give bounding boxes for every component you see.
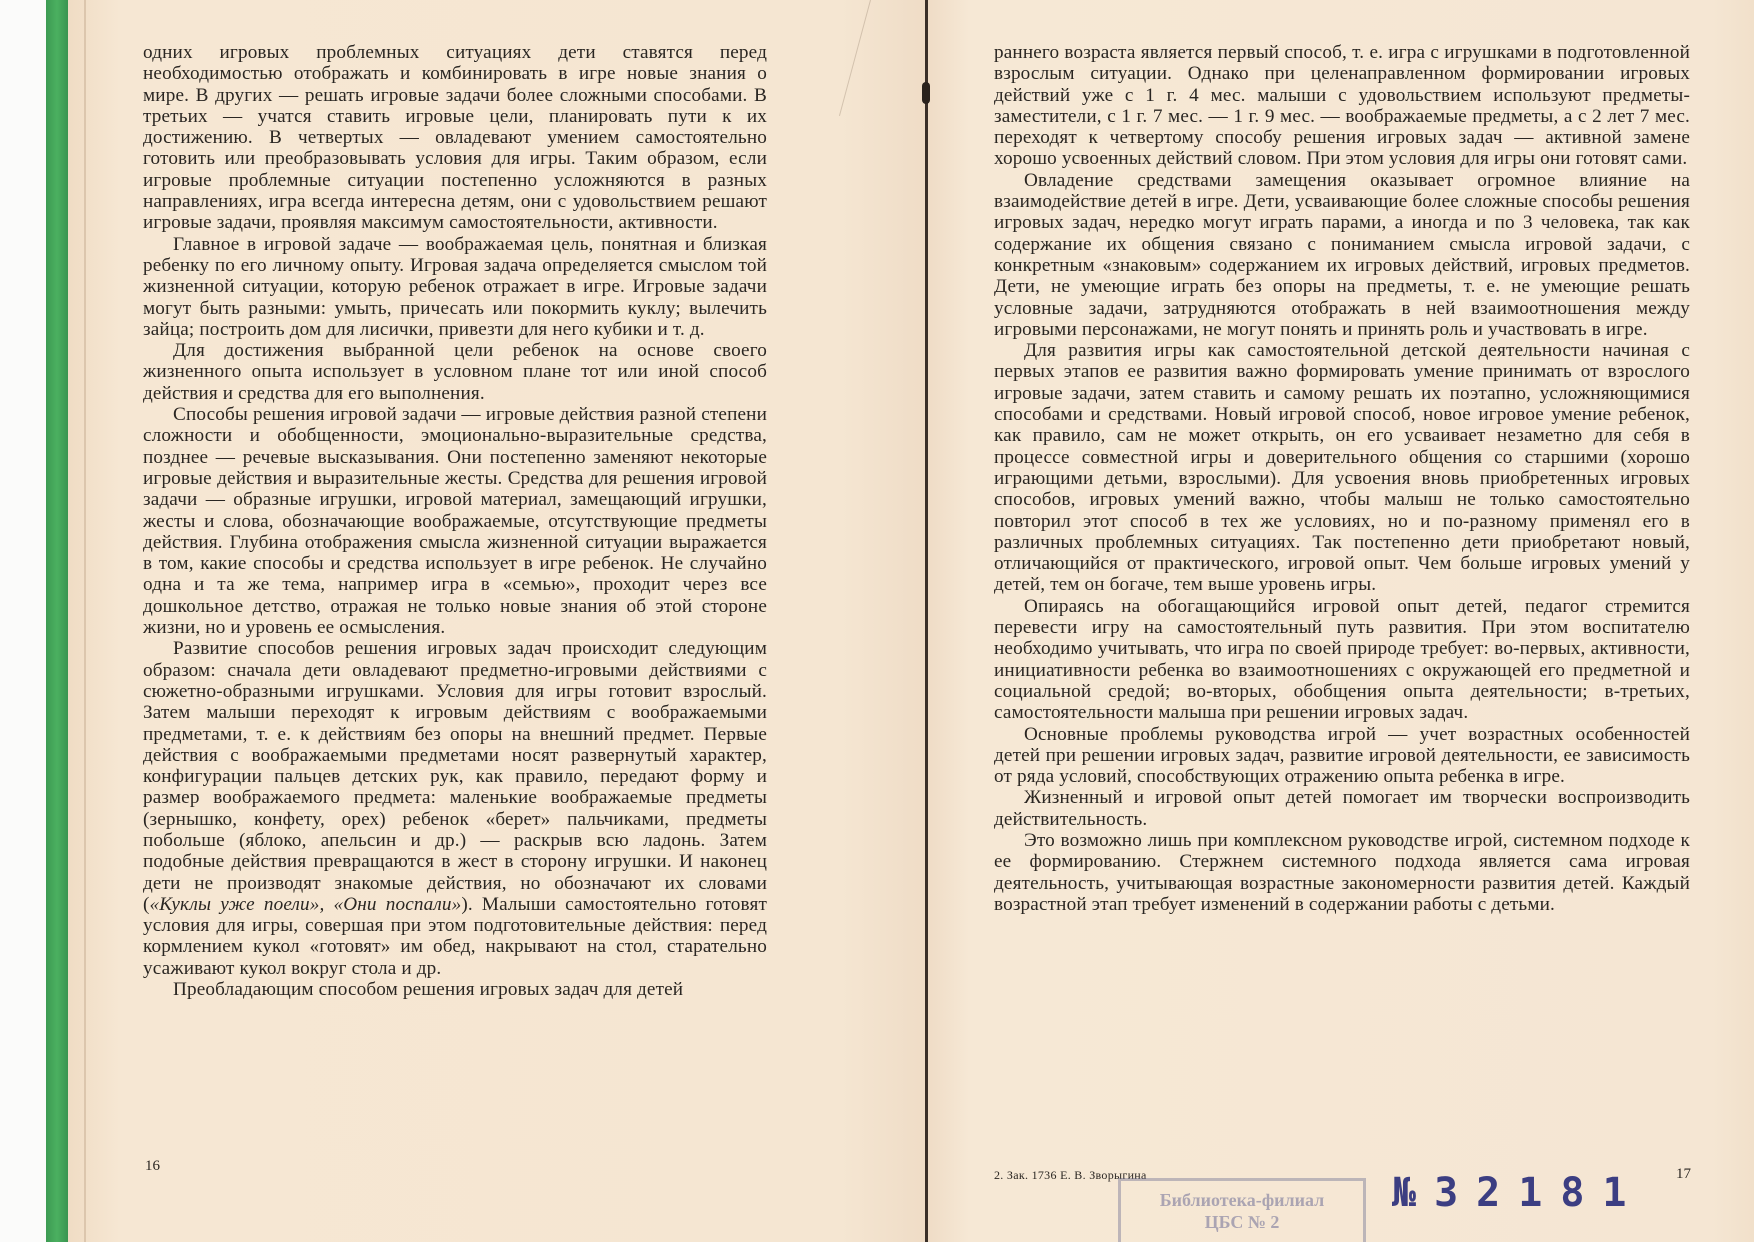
paragraph: Овладение средствами замещения оказывает огромное влияние на взаимодействие детей в игре. Дети, усваивающие более сложные способы решения игровых задач, нередко могут играть парами, а иногда и по 3 человека, так как содержание их общения связано с пониманием смысла игровой задачи, с конкретным «знаковым» содержанием их игровых действий, игровых предметов. Дети, не умеющие играть без опоры на предметы, т. е. не умеющие решать условные задачи, затрудняются отображать в ней взаимоотношения между игровыми персонажами, не могут понять и принять роль и участвовать в игре. [994,169,1690,340]
paragraph-text: Развитие способов решения игровых задач происходит следующим образом: сначала дети овладевают предметно-игровыми действиями с сюжетно-образными игрушками. Условия для игры готовит взрослый. Затем малыши переходят к игровым действиям с воображаемыми предметами, т. е. к действиям без опоры на внешний предмет. Первые действия с воображаемыми предметами носят развернутый характер, конфигурации пальцев детских рук, как правило, передают форму и размер воображаемого предмета: маленькие воображаемые предметы (зернышко, конфету, орех) ребенок «берет» пальчиками, предметы побольше (яблоко, апельсин и др.) — раскрыв всю ладонь. Затем подобные действия превращаются в жест в сторону игрушки. И наконец дети не производят знакомые действия, но обозначают их словами ( [143,638,767,915]
stamp-line-1: Библиотека-филиал [1159,1190,1325,1210]
paragraph: Главное в игровой задаче — воображаемая цель, понятная и близкая ребенку по его личному опыту. Игровая задача определяется смыслом той жизненной ситуации, которую ребенок отражает в игре. Игровые задачи могут быть разными: умыть, причесать или покормить куклу; вылечить зайца; построить дом для лисички, привезти для него кубики и т. д. [143,233,767,340]
inventory-number-stamp: №32181 [1392,1170,1645,1216]
paragraph: раннего возраста является первый способ, т. е. игра с игрушками в подготовленной взрослым ситуации. Однако при целенаправленном формировании игровых действий уже с 1 г. 4 мес. малыши с удовольствием используют предметы-заместители, с 1 г. 7 мес. — 1 г. 9 мес. — воображаемые предметы, а с 2 лет 7 мес. переходят к четвертому способу решения игровых задач — активной замене хорошо усвоенных действий словом. При этом условия для игры они готовят сами. [994,42,1690,170]
right-page-text [994,42,1690,915]
page-fold-line [84,0,86,1242]
paragraph: Опираясь на обогащающийся игровой опыт детей, педагог стремится перевести игру на самостоятельный путь развития. При этом воспитателю необходимо учитывать, что игра по своей природе требует: во-первых, активности, инициативности ребенка во взаимоотношениях с окружающей его предметной и социальной средой; во-вторых, обобщения опыта деятельности; в-третьих, самостоятельности малыша при решении игровых задач. [994,595,1690,724]
paragraph: Это возможно лишь при комплексном руководстве игрой, системном подходе к ее формированию. Стержнем системного подхода является сама игровая деятельность, учитывающая возрастные закономерности развития детей. Каждый возрастной этап требует изменений в содержании работы с детьми. [994,829,1690,915]
paragraph: одних игровых проблемных ситуациях дети ставятся перед необходимостью отображать и комбинировать в игре новые знания о мире. В других — решать игровые задачи более сложными способами. В третьих — учатся ставить игровые цели, планировать пути к их достижению. В четвертых — овладевают умением самостоятельно готовить или преобразовывать условия для игры. Таким образом, если игровые проблемные ситуации постепенно усложняются в разных направлениях, игра всегда интересна детям, они с удовольствием решают игровые задачи, проявляя максимум самостоятельности, активности. [143,42,767,234]
printer-signature: 2. Зак. 1736 Е. В. Зворыгина [994,1168,1147,1182]
gutter-binding-mark [922,82,930,104]
paragraph: Для достижения выбранной цели ребенок на основе своего жизненного опыта использует в условном плане тот или иной способ действия и средства для его выполнения. [143,340,767,404]
book-gutter [925,0,928,1242]
paragraph: Для развития игры как самостоятельной детской деятельности начиная с первых этапов ее развития важно формировать умение принимать от взрослого игровые задачи, затем ставить и самому решать их поэтапно, усложняющимися способами и средствами. Новый игровой способ, новое игровое умение ребенок, как правило, сам не может открыть, он его усваивает незаметно для себя в процессе совместной игры и доверительного общения со старшими (хорошо играющими детьми, взрослыми). Для усвоения вновь приобретенных игровых способов, игровых умений важно, чтобы малыш не только самостоятельно повторил этот способ в тех же условиях, но и по-разному применял его в различных проблемных ситуациях. Так постепенно дети приобретают новый, отличающийся от практического, игровой опыт. Чем больше игровых умений у детей, тем он богаче, тем выше уровень игры. [994,340,1690,596]
stamp-line-2: ЦБС № 2 [1204,1212,1280,1232]
page-number-left: 16 [145,1158,160,1174]
book-cover-edge [46,0,68,1242]
paragraph: Основные проблемы руководства игрой — учет возрастных особенностей детей при решении игровых задач, развитие игровой деятельности, ее зависимость от ряда условий, способствующих отражению опыта ребенка в игре. [994,723,1690,788]
paragraph [143,638,767,979]
library-stamp [1118,1178,1366,1242]
paragraph: Способы решения игровой задачи — игровые действия разной степени сложности и обобщенности, эмоционально-выразительные средства, позднее — речевые высказывания. Они постепенно заменяют некоторые игровые действия и выразительные жесты. Средства для решения игровой задачи — образные игрушки, игровой материал, замещающий игрушки, жесты и слова, обозначающие воображаемые, отсутствующие предметы действия. Глубина отображения смысла жизненной ситуации выражается в том, какие способы и средства использует в игре ребенок. Не случайно одна и та же тема, например игра в «семью», проходит через все дошкольное детство, отражая не только новые знания об этой стороне жизни, но и уровень ее осмысления. [143,404,767,639]
paragraph: Жизненный и игровой опыт детей помогает им творчески воспроизводить действительность. [994,787,1690,830]
quoted-speech: «Куклы уже поели», «Они поспали» [149,893,462,915]
page-number-right: 17 [1676,1166,1691,1182]
left-page-text [143,42,767,1000]
paragraph: Преобладающим способом решения игровых задач для детей [173,979,684,1001]
paragraph-text: ). Малыши самостоятельно готовят условия для игры, совершая при этом подготовительные действия: перед кормлением кукол «готовят» им обед, накрывают на стол, старательно усаживают кукол вокруг стола и др. [143,893,767,979]
